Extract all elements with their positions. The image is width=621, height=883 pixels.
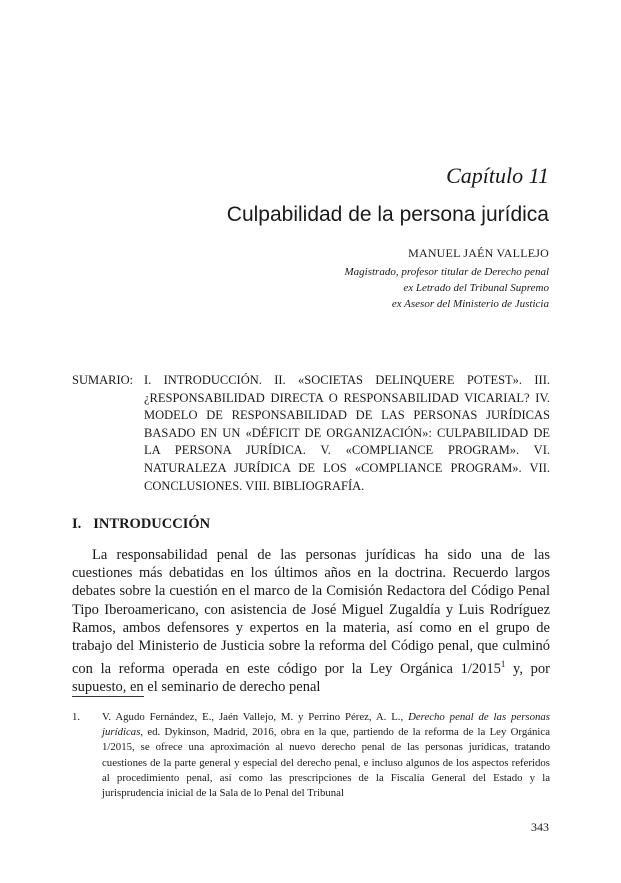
- affiliation-line: Magistrado, profesor titular de Derecho penal: [344, 266, 549, 278]
- author-name: MANUEL JAÉN VALLEJO: [408, 246, 549, 260]
- affiliation-line: ex Asesor del Ministerio de Justicia: [391, 298, 549, 310]
- footnote: [72, 710, 550, 801]
- chapter-title: Culpabilidad de la persona jurídica: [226, 203, 549, 226]
- body-text-end: y, por supuesto, en el seminario de derecho penal: [72, 661, 551, 696]
- section-title: INTRODUCCIÓN: [93, 516, 211, 532]
- footnote-book-title: Derecho penal de las personas jurídicas: [102, 711, 550, 739]
- footnote-reference: 1: [500, 659, 506, 670]
- body-text-start: La responsabilidad penal de las personas jurídicas ha sido una de las cuestiones más debatidas en los últimos años en la doctrina. Recuerdo largos debates sobre la cuestión en el marco de la Comisión Redactora del Código Penal Tipo Iberoamericano, con asistencia de José Miguel Zugaldía y Luis Rodríguez Ramos, ambos defensores y expertos en la materia, así como en el grupo de trabajo del Ministerio de Justicia sobre la reforma del Código penal, que culminó con la reforma operada en este código por la Ley Orgánica 1/2015: [72, 547, 550, 678]
- summary-block: [72, 372, 550, 495]
- summary-label: SUMARIO:: [72, 373, 134, 387]
- footnote-text-start: V. Agudo Fernández, E., Jaén Vallejo, M. y Perrino Pérez, A. L.,: [102, 711, 409, 723]
- affiliation-line: ex Letrado del Tribunal Supremo: [403, 282, 549, 294]
- section-heading: [72, 516, 210, 533]
- page-number: 343: [531, 820, 549, 834]
- footnote-number: 1.: [72, 711, 81, 723]
- footnote-divider: [72, 696, 144, 697]
- body-paragraph: [72, 546, 550, 696]
- author-affiliations: [219, 264, 549, 312]
- summary-text: I. INTRODUCCIÓN. II. «SOCIETAS DELINQUERE POTEST». III. ¿RESPONSABILIDAD DIRECTA O RESPONSABILIDAD VICARIAL? IV. MODELO DE RESPONSABILIDAD DE LAS PERSONAS JURÍDICAS BASADO EN UN «DÉFICIT DE ORGANIZACIÓN»: CULPABILIDAD DE LA PERSONA JURÍDICA. V. «COMPLIANCE PROGRAM». VI. NATURALEZA JURÍDICA DE LOS «COMPLIANCE PROGRAM». VII. CONCLUSIONES. VIII. BIBLIOGRAFÍA.: [144, 373, 550, 493]
- chapter-label: Capítulo 11: [446, 163, 549, 188]
- footnote-text: [102, 710, 550, 801]
- section-number: I.: [72, 516, 82, 532]
- footnote-text-end: , ed. Dykinson, Madrid, 2016, obra en la que, partiendo de la reforma de la Ley Orgánica 1/2015, se ofrece una aproximación al nuevo derecho penal de las personas jurídicas, tratando cuestiones de la parte general y especial del derecho penal, e incluso algunos de los aspectos referidos al procedimiento penal, así como las prescripciones de la Fiscalía General del Estado y la jurisprudencia inicial de la Sala de lo Penal del Tribunal: [102, 726, 550, 800]
